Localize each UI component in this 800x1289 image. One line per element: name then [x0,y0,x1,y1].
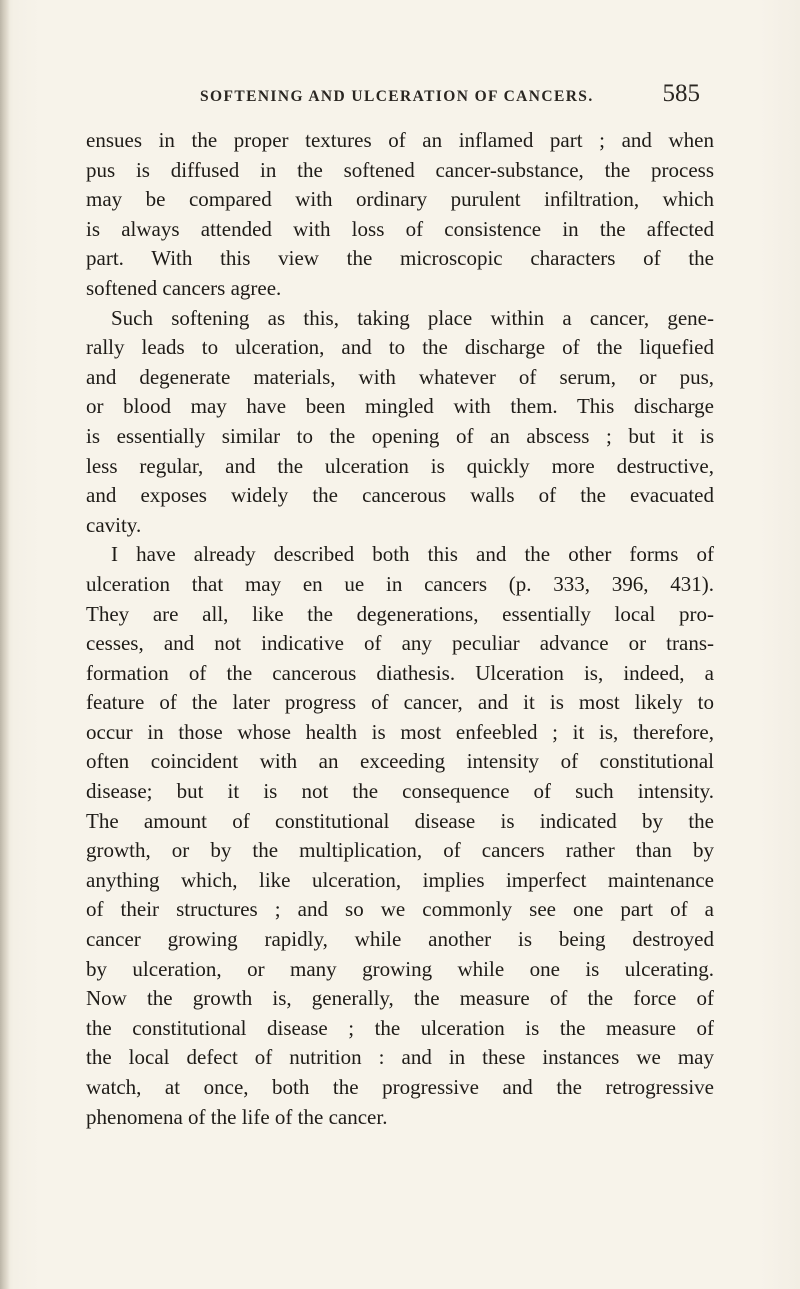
text-line: or blood may have been mingled with them. This discharge [86,394,714,419]
text-line: and exposes widely the cancerous walls of the evacuated [86,483,714,508]
text-line: ulceration that may en ue in cancers (p. 333, 396, 431). [86,571,714,596]
text-line: I have already described both this and the other forms of [111,542,714,567]
text-line: phenomena of the life of the cancer. [86,1104,388,1129]
text-line: is always attended with loss of consistence in the affected [86,216,714,241]
text-line: softened cancers agree. [86,275,282,300]
text-line: pus is diffused in the softened cancer-substance, the process [86,157,714,182]
text-line: feature of the later progress of cancer, and it is most likely to [86,690,714,715]
text-line: often coincident with an exceeding intensity of constitutional [86,749,714,774]
text-line: cesses, and not indicative of any peculiar advance or trans- [86,631,714,656]
text-line: of their structures ; and so we commonly see one part of a [86,897,714,922]
text-line: cavity. [86,512,142,537]
text-line: the local defect of nutrition : and in these instances we may [86,1045,714,1070]
text-line: watch, at once, both the progressive and the retrogressive [86,1075,714,1099]
text-line: the constitutional disease ; the ulceration is the measure of [86,1015,714,1040]
text-line: cancer growing rapidly, while another is being destroyed [86,927,714,952]
text-line: occur in those whose health is most enfeebled ; it is, therefore, [86,719,714,744]
text-line: growth, or by the multiplication, of cancers rather than by [86,838,714,863]
page-number: 585 [662,80,700,107]
text-line: disease; but it is not the consequence of such intensity. [86,779,714,804]
text-line: They are all, like the degenerations, essentially local pro- [86,601,714,626]
text-line: by ulceration, or many growing while one is ulcerating. [86,956,714,981]
text-line: formation of the cancerous diathesis. Ulceration is, indeed, a [86,660,714,685]
text-line: less regular, and the ulceration is quickly more destructive, [86,453,714,478]
text-line: Now the growth is, generally, the measure of the force of [86,986,714,1011]
text-line: rally leads to ulceration, and to the discharge of the liquefied [86,335,714,360]
body-text [86,126,714,1132]
text-line: anything which, like ulceration, implies imperfect maintenance [86,867,714,892]
text-line: ensues in the proper textures of an inflamed part ; and when [86,128,714,152]
text-line: The amount of constitutional disease is indicated by the [86,808,714,833]
running-head-title: SOFTENING AND ULCERATION OF CANCERS. [200,88,594,105]
text-line: part. With this view the microscopic characters of the [86,246,714,271]
text-line: may be compared with ordinary purulent infiltration, which [86,187,714,212]
text-line: and degenerate materials, with whatever of serum, or pus, [86,364,714,389]
running-head [200,80,700,110]
text-line: is essentially similar to the opening of an abscess ; but it is [86,423,714,448]
text-line: Such softening as this, taking place within a cancer, gene- [111,305,714,330]
page-binding-edge [0,0,10,1289]
